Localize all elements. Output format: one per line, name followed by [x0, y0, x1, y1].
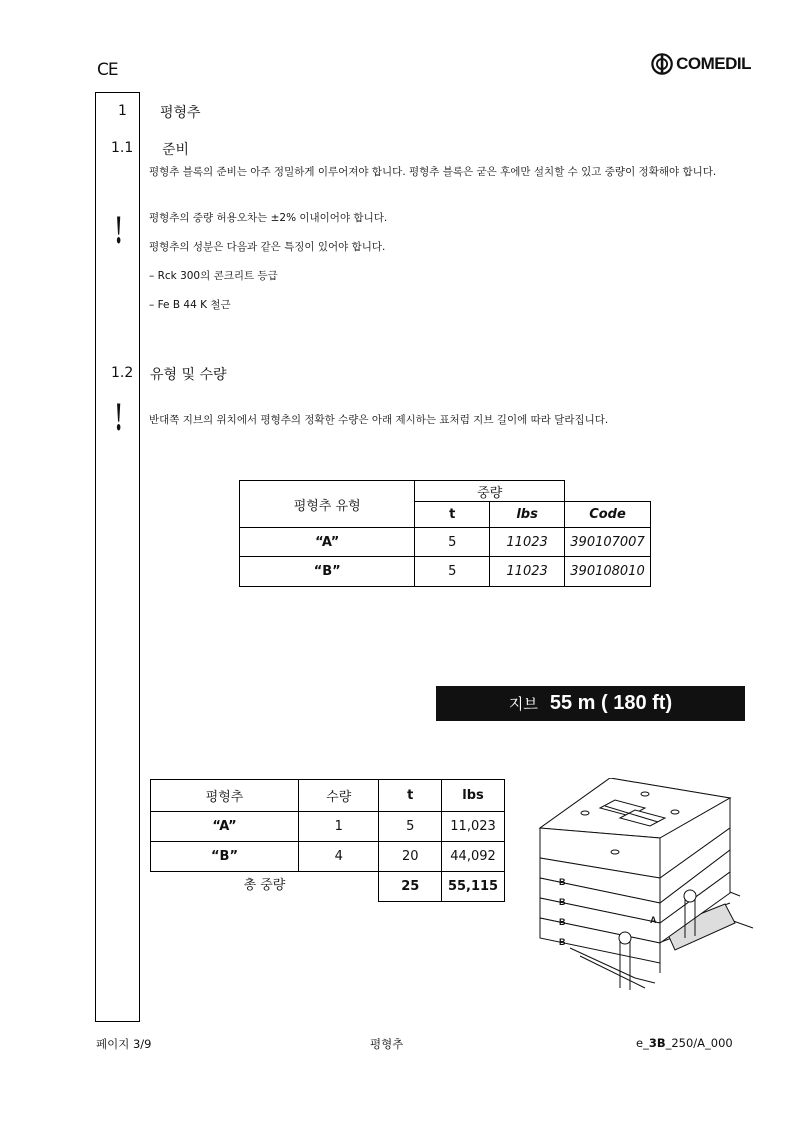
block-b-label-2: B	[559, 897, 566, 907]
total-lbs: 55,115	[442, 872, 505, 902]
col-t: t	[415, 502, 490, 528]
warning-exclamation-icon-2: !	[115, 394, 123, 439]
row-t: 5	[379, 812, 442, 842]
table-row	[151, 812, 505, 842]
prep-paragraph-3: 평형추의 성분은 다음과 같은 특징이 있어야 합니다.	[149, 241, 386, 253]
ballast-type-table	[239, 480, 651, 587]
prep-paragraph-1: 평형추 블록의 준비는 아주 정밀하게 이루어져야 합니다. 평형추 블록은 굳은 후에만 설치할 수 있고 중량이 정확해야 합니다.	[149, 166, 717, 178]
row-type: “A”	[151, 812, 299, 842]
section-1-2-title: 유형 및 수량	[150, 367, 227, 383]
row-code: 390107007	[565, 528, 651, 557]
col-code: Code	[565, 502, 651, 528]
section-1-title: 평형추	[160, 105, 201, 121]
row-qty: 1	[299, 812, 379, 842]
total-t: 25	[379, 872, 442, 902]
block-a-label: A	[650, 915, 657, 925]
row-t: 5	[415, 557, 490, 587]
row-type: “B”	[240, 557, 415, 587]
prep-paragraph-2: 평형추의 중량 허용오차는 ±2% 이내이어야 합니다.	[149, 212, 388, 224]
comedil-emblem-icon	[651, 52, 673, 76]
doc-prefix: e_	[636, 1036, 649, 1050]
row-t: 20	[379, 842, 442, 872]
section-1-number: 1	[118, 103, 127, 119]
jib-length-banner	[436, 686, 745, 721]
table-row	[240, 528, 651, 557]
col-ballast-type: 평형추 유형	[240, 481, 415, 528]
empty-corner	[565, 481, 651, 502]
row-lbs: 11,023	[442, 812, 505, 842]
footer-page: 페이지 3/9	[96, 1037, 152, 1051]
row-lbs: 11023	[490, 528, 565, 557]
doc-suffix: _250/A_000	[665, 1036, 733, 1050]
col-weight: 중량	[415, 481, 565, 502]
row-qty: 4	[299, 842, 379, 872]
section-1-1-number: 1.1	[111, 140, 134, 156]
row-lbs: 11023	[490, 557, 565, 587]
table-row	[240, 557, 651, 587]
comedil-logo	[651, 50, 751, 78]
row-type: “B”	[151, 842, 299, 872]
ce-mark: CE	[97, 60, 118, 80]
col-qty: 수량	[299, 780, 379, 812]
table-row	[151, 842, 505, 872]
row-type: “A”	[240, 528, 415, 557]
section-1-1-title: 준비	[162, 142, 190, 158]
total-row	[151, 872, 505, 902]
footer-doc-code	[636, 1036, 733, 1050]
logo-text: COMEDIL	[676, 54, 751, 73]
types-note: 반대쪽 지브의 위치에서 평형추의 정확한 수량은 아래 제시하는 표처럼 지브 길이에 따라 달라집니다.	[149, 414, 609, 426]
block-b-label-4: B	[559, 937, 566, 947]
doc-bold: 3B	[648, 1036, 666, 1050]
col-t: t	[379, 780, 442, 812]
row-code: 390108010	[565, 557, 651, 587]
ballast-stack-illustration	[525, 778, 760, 998]
block-b-label-1: B	[559, 877, 566, 887]
col-lbs: lbs	[490, 502, 565, 528]
warning-exclamation-icon: !	[115, 207, 123, 252]
row-lbs: 44,092	[442, 842, 505, 872]
ballast-quantity-table	[150, 779, 505, 902]
prep-item-steel: – Fe B 44 K 철근	[149, 299, 231, 311]
jib-label: 지브	[508, 695, 538, 713]
prep-item-concrete: – Rck 300의 콘크리트 등급	[149, 270, 278, 282]
jib-value: 55 m ( 180 ft)	[549, 692, 673, 714]
section-1-2-number: 1.2	[111, 365, 134, 381]
total-label: 총 중량	[243, 878, 286, 893]
col-lbs: lbs	[442, 780, 505, 812]
footer-title: 평형추	[370, 1037, 404, 1051]
col-ballast: 평형추	[151, 780, 299, 812]
block-b-label-3: B	[559, 917, 566, 927]
row-t: 5	[415, 528, 490, 557]
